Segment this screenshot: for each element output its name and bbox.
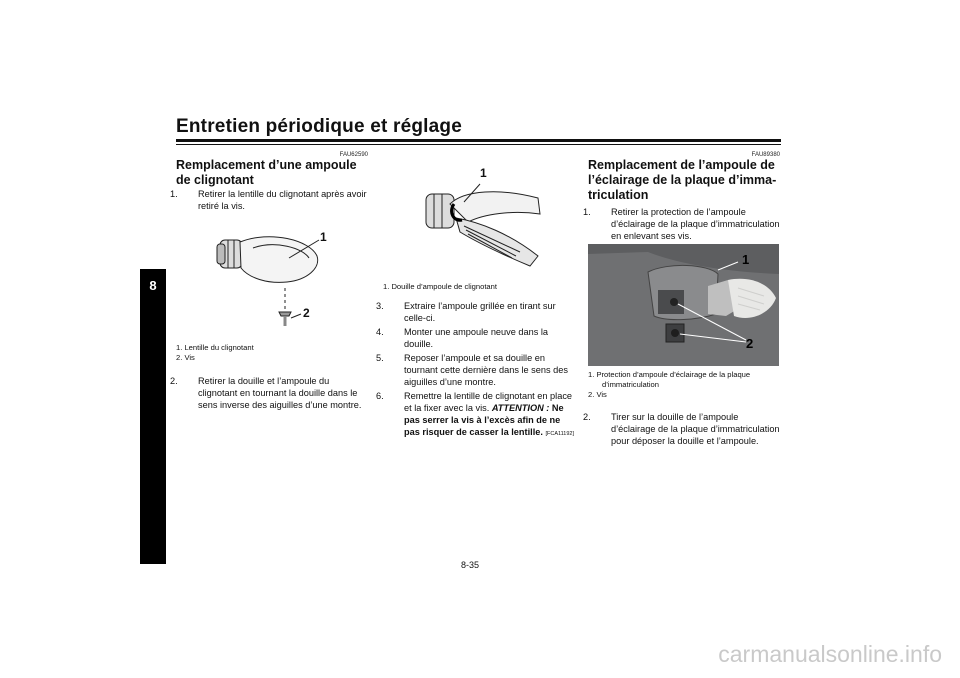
- step-text: Reposer l’ampoule et sa douille en tournant cette dernière dans le sens des aiguilles d’une montre.: [404, 353, 568, 387]
- step-number: 1.: [170, 189, 178, 199]
- caption-item: 1. Protection d’ampoule d’éclairage de la plaque d’immatriculation: [588, 370, 751, 389]
- license-plate-light-photo: [588, 244, 779, 366]
- step-number: 2.: [170, 376, 178, 386]
- step-number: 5.: [376, 353, 384, 363]
- step-number: 4.: [376, 327, 384, 337]
- step-number: 3.: [376, 301, 384, 311]
- section-title-line: de clignotant: [176, 173, 254, 187]
- caption-item: 2. Vis: [588, 390, 607, 399]
- step-text: Remettre la lentille de clignotant en place et la fixer avec la vis.: [404, 391, 573, 413]
- section-title-line: triculation: [588, 188, 649, 202]
- bulb-socket-figure: [420, 160, 550, 275]
- section-title-line: Remplacement d’une ampoule: [176, 158, 357, 172]
- page-header-title: Entretien périodique et réglage: [176, 116, 462, 137]
- step-6: [376, 390, 576, 440]
- steps-list: [376, 300, 576, 440]
- section-code: FAU62590: [339, 152, 368, 158]
- caption-item: 1. Lentille du clignotant: [176, 343, 254, 352]
- caption-item: 2. Vis: [176, 353, 195, 362]
- chapter-tab: [140, 269, 166, 564]
- step-2: [170, 375, 370, 411]
- header-rule-thin: [176, 144, 781, 145]
- figure-callout-2: 2: [746, 336, 754, 351]
- section-title-line: l’éclairage de la plaque d’imma-: [588, 173, 777, 187]
- figure-callout-1: 1: [320, 230, 327, 244]
- section-title: [176, 158, 376, 188]
- figure-callout-2: 2: [303, 306, 310, 320]
- step-3: [376, 300, 576, 324]
- step-number: 1.: [583, 207, 591, 217]
- step-text: Extraire l’ampoule grillée en tirant sur celle-ci.: [404, 301, 556, 323]
- step-text: Monter une ampoule neuve dans la douille.: [404, 327, 549, 349]
- caution-label: ATTENTION :: [491, 403, 550, 413]
- caption-item: 1. Douille d’ampoule de clignotant: [383, 282, 497, 291]
- step-4: [376, 326, 576, 350]
- step-5: [376, 352, 576, 388]
- caution-text: Ne pas serrer la vis à l’excès afin de ne pas risquer de casser la lentille.: [404, 403, 564, 437]
- step-text: Retirer la lentille du clignotant après avoir retiré la vis.: [198, 189, 367, 211]
- step-2: [583, 411, 781, 447]
- turn-signal-lens-figure: [215, 222, 335, 332]
- chapter-tab-number: 8: [149, 278, 157, 293]
- section-title-line: Remplacement de l’ampoule de: [588, 158, 775, 172]
- figure-caption: [588, 370, 780, 400]
- page-number: 8-35: [461, 560, 480, 570]
- section-code: FAU89380: [751, 152, 780, 158]
- figure-caption: [383, 282, 578, 292]
- step-number: 2.: [583, 412, 591, 422]
- step-text: Tirer sur la douille de l’ampoule d’éclairage de la plaque d’immatriculation pour déposer la douille et l’ampoule.: [611, 412, 780, 446]
- caution-code: [FCA11192]: [545, 431, 575, 437]
- step-number: 6.: [376, 391, 384, 401]
- step-1: [583, 206, 781, 242]
- step-text: Retirer la douille et l’ampoule du clignotant en tournant la douille dans le sens inverse des aiguilles d’une montre.: [198, 376, 362, 410]
- figure-caption: [176, 343, 371, 363]
- figure-callout-1: 1: [742, 252, 750, 267]
- figure-callout-1: 1: [480, 166, 487, 180]
- step-1: [170, 188, 370, 212]
- step-text: Retirer la protection de l’ampoule d’éclairage de la plaque d’immatriculation en enlevant ses vis.: [611, 207, 780, 241]
- section-title: [588, 158, 788, 203]
- watermark: carmanualsonline.info: [718, 641, 942, 667]
- header-rule-thick: [176, 139, 781, 142]
